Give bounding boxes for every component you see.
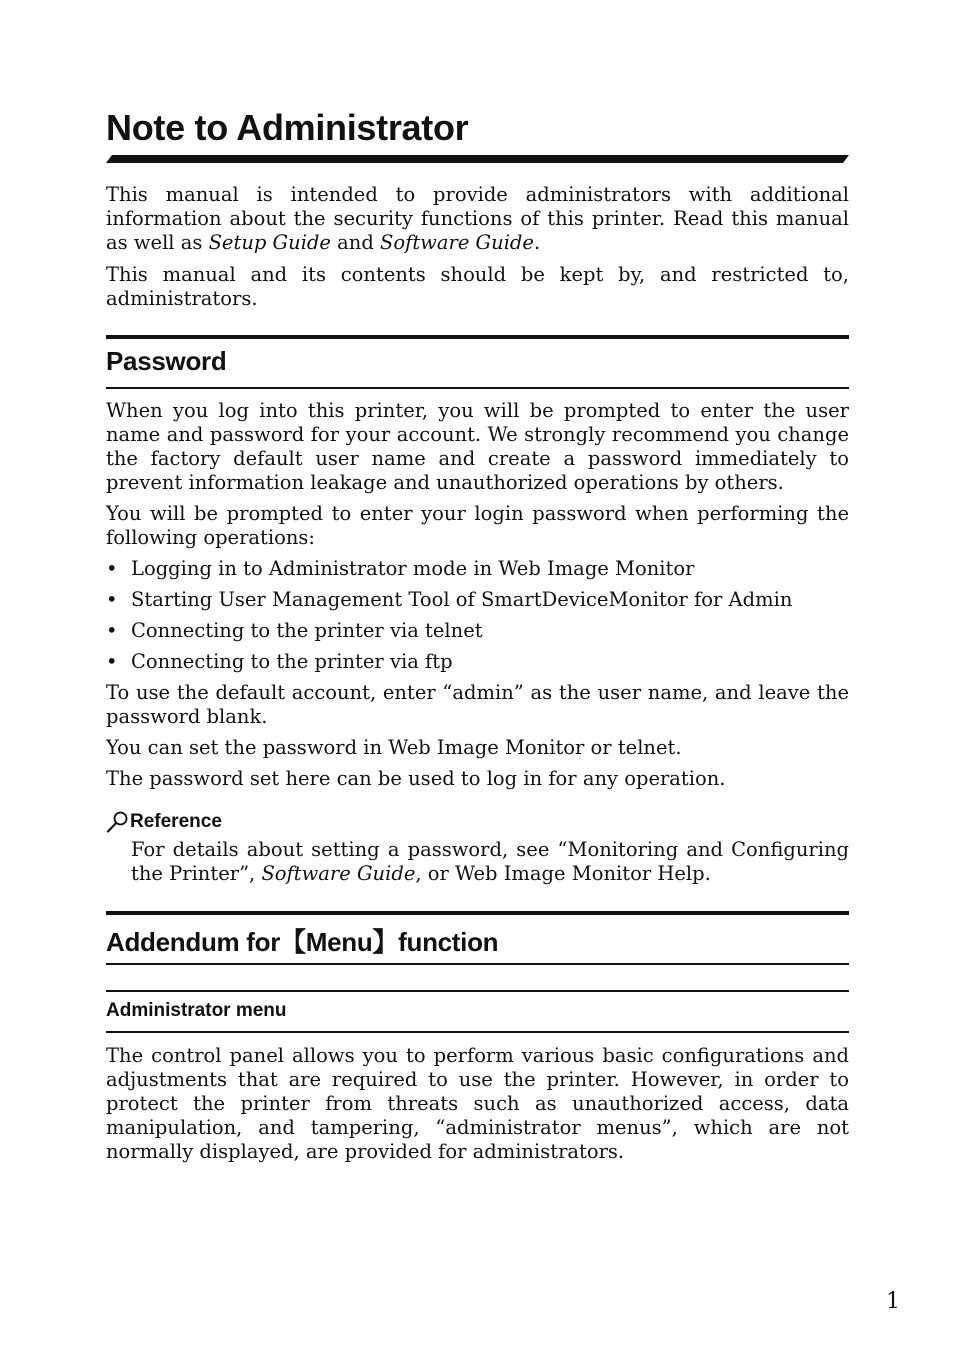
addendum-section <box>106 1044 849 1164</box>
list-item: • Logging in to Administrator mode in Web Image Monitor <box>106 557 849 581</box>
title-underline <box>106 155 849 163</box>
password-rule-bottom <box>106 387 849 389</box>
intro-section <box>106 183 849 311</box>
magnifier-icon <box>106 810 130 834</box>
reference-block <box>106 810 849 886</box>
admin-menu-heading: Administrator menu <box>106 1000 287 1021</box>
password-paragraph-3: To use the default account, enter “admin” as the user name, and leave the password blank. <box>106 681 849 728</box>
intro-paragraph-1: This manual is intended to provide administrators with additional information about the security functions of this printer. Read this manual as well as Setup Guide and Software Guide. <box>106 183 849 254</box>
password-paragraph-2: You will be prompted to enter your login password when performing the following operations: <box>106 502 849 549</box>
admin-menu-rule-bottom <box>106 1031 849 1033</box>
list-item: • Starting User Management Tool of SmartDeviceMonitor for Admin <box>106 588 849 612</box>
password-paragraph-5: The password set here can be used to log in for any operation. <box>106 767 726 790</box>
list-item: • Connecting to the printer via telnet <box>106 619 849 643</box>
reference-text: For details about setting a password, see “Monitoring and Configuring the Printer”, Software Guide, or Web Image Monitor Help. <box>131 838 849 885</box>
page-number: 1 <box>886 1289 900 1314</box>
password-section <box>106 399 849 791</box>
list-item: • Connecting to the printer via ftp <box>106 650 849 674</box>
addendum-rule-top <box>106 911 849 915</box>
password-paragraph-1: When you log into this printer, you will be prompted to enter the user name and password for your account. We strongly recommend you change the factory default user name and create a password immediately to prevent information leakage and unauthorized operations by others. <box>106 399 849 494</box>
reference-label: Reference <box>130 811 222 832</box>
operations-list <box>106 557 849 674</box>
password-rule-top <box>106 335 849 339</box>
addendum-rule-bottom <box>106 963 849 965</box>
intro-paragraph-2: This manual and its contents should be kept by, and restricted to, administrators. <box>106 263 849 310</box>
addendum-paragraph-1: The control panel allows you to perform various basic configurations and adjustments that are required to use the printer. However, in order to protect the printer from threats such as unauthorized access, data manipulation, and tampering, “administrator menus”, which are not normally displayed, are provided for administrators. <box>106 1044 849 1163</box>
reference-heading <box>106 810 849 834</box>
page-title: Note to Administrator <box>106 107 469 148</box>
admin-menu-rule-top <box>106 990 849 992</box>
password-paragraph-4: You can set the password in Web Image Monitor or telnet. <box>106 736 682 759</box>
password-heading: Password <box>106 346 227 376</box>
addendum-heading: Addendum for【Menu】function <box>106 927 499 957</box>
